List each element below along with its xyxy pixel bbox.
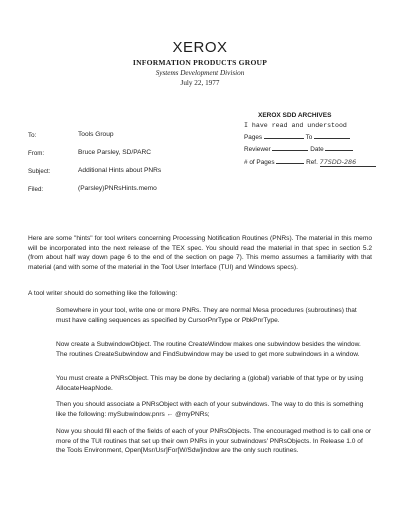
xerox-logo: XEROX [172,39,228,56]
to-field-label: To: [28,132,37,139]
list-item: Then you should associate a PNRsObject with each of your subwindows. The way to do this is something like the following: mySubwindow.pnrs ← @myPNRs; [56,401,364,418]
reviewer-blank [272,150,308,151]
num-pages-label: # of Pages [244,159,275,166]
archive-note: I have read and understood [244,122,347,129]
list-item: Somewhere in your tool, write one or more PNRs. They are normal Mesa procedures (subroutines) that must have calling sequences as specified by CursorPnrType or PbkPnrType. [56,307,357,324]
to-label: To [305,134,313,141]
filed-field-value: (Parsley)PNRsHints.memo [78,185,157,192]
ref-label: Ref. [306,159,318,166]
letterhead-division: Systems Development Division [155,69,245,77]
list-item: Now you should fill each of the fields of each of your PNRsObjects. The encouraged method is to call one or more of the TUI routines that set up their own PNRs in your subwindows' PNRsObjects. In Release 1.0 of the Tools Environment, Open[Msr/Usr]For[W/Sdw]indow are the only such routines. [56,428,372,455]
memo-date: July 22, 1977 [180,79,220,87]
filed-field-label: Filed: [28,186,44,193]
list-item: Now create a SubwindowObject. The routine CreateWindow makes one subwindow besides the window. The routines CreateSubwindow and FindSubwindow may be used to get more subwindows in a window. [56,341,361,358]
letterhead-group: INFORMATION PRODUCTS GROUP [132,58,268,67]
ref-value: 77SDD-286 [320,158,376,167]
archive-ref-row [244,158,376,167]
to-field-value: Tools Group [78,131,114,138]
lead-paragraph: A tool writer should do something like the following: [28,290,178,297]
pages-label: Pages [244,134,263,141]
intro-paragraph: Here are some "hints" for tool writers concerning Processing Notification Routines (PNRs). The material in this memo will be incorporated into the next release of the TEX spec. You should read the material in that spec in section 5.2 (from about half way down page 6 to the end of the section on page 7). This memo assumes a familiarity with that material (and with some of the material in the Tool User Interface (TUI) and Windows specs). [28,235,372,271]
num-pages-blank [276,163,304,164]
subject-field-value: Additional Hints about PNRs [78,167,162,174]
date-label: Date [310,146,324,153]
from-field-label: From: [28,150,45,157]
pages-blank [264,138,304,139]
archive-reviewer-row [244,146,353,153]
subject-field-label: Subject: [28,168,51,175]
from-field-value: Bruce Parsley, SD/PARC [78,149,152,156]
to-blank [314,138,350,139]
archive-pages-row [244,134,350,141]
reviewer-label: Reviewer [244,146,271,153]
archive-stamp: XEROX SDD ARCHIVES [258,112,332,119]
date-blank [325,150,353,151]
list-item: You must create a PNRsObject. This may be done by declaring a (global) variable of that type or by using AllocateHeapNode. [56,375,364,392]
